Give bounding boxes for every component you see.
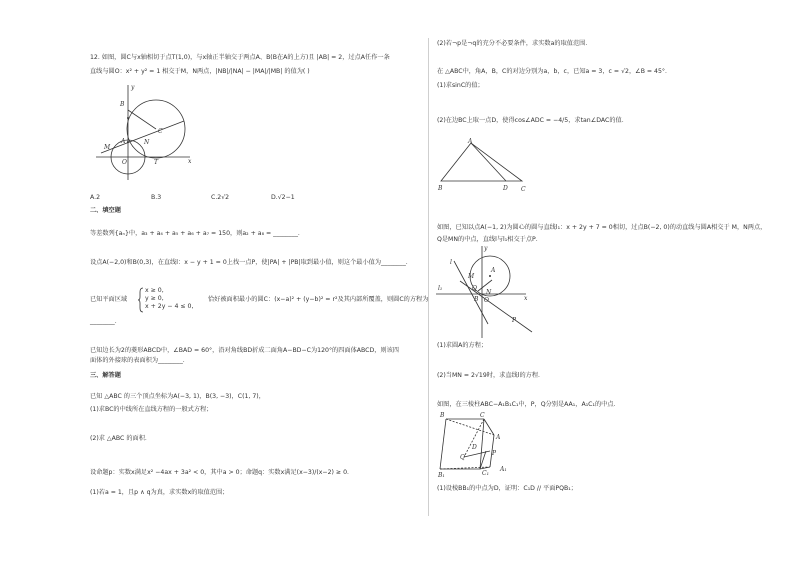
- q12-option-d: D.√2−1: [271, 194, 295, 201]
- q20-figure: [436, 246, 532, 338]
- q17-part2: (2)求 △ABC 的面积．: [90, 435, 152, 442]
- q15-system-line3: x + 2y − 4 ≤ 0,: [145, 303, 194, 310]
- fig12-label-M: M: [104, 144, 111, 151]
- fig12-label-A: A: [121, 138, 126, 145]
- q18-text: 设命题p：实数x满足x² −4ax + 3a² < 0，其中a > 0；命题q：实数x满足(x−3)/(x−2) ≥ 0．: [90, 469, 354, 476]
- section-fill-in-heading: 二、填空题: [90, 207, 121, 214]
- fig21-label-C: C: [480, 412, 485, 419]
- q20-part2: (2)当MN = 2√19时，求直线l的方程．: [437, 372, 545, 379]
- fig20-label-M: M: [468, 273, 475, 280]
- fig12-label-y: y: [131, 84, 135, 91]
- fig20-label-A: A: [491, 267, 496, 274]
- fig19-label-B: B: [438, 185, 443, 192]
- q15-prefix: 已知平面区域: [90, 296, 128, 303]
- q19-part1: (1)求sinC的值；: [437, 82, 484, 89]
- q19-part2: (2)在边BC上取一点D，使得cos∠ADC = −4/5，求tan∠DAC的值．: [437, 117, 628, 124]
- q17-part1: (1)求BC的中线所在直线方程的一般式方程；: [90, 406, 213, 413]
- fig21-label-D: D: [472, 444, 477, 451]
- q14-text: 设点A(−2,0)和B(0,3)，在直线l：x − y + 1 = 0上找一点P，使|PA| + |PB|取到最小值，则这个最小值为________．: [90, 259, 412, 266]
- fig20-label-l: l: [450, 259, 452, 266]
- fig12-label-C: C: [158, 128, 163, 135]
- fig21-label-B1: B₁: [438, 472, 445, 479]
- fig21-label-Q: Q: [460, 454, 465, 461]
- q21-part1: (1)设棱BB₁的中点为D，证明：C₁D // 平面PQB₁；: [437, 485, 577, 492]
- fig21-label-A1: A₁: [500, 466, 507, 473]
- fig21-label-B: B: [440, 412, 445, 419]
- fig20-label-x: x: [524, 295, 528, 302]
- fig19-label-C: C: [521, 186, 526, 193]
- q16-text-line1: 已知边长为2的菱形ABCD中，∠BAD = 60°，沿对角线BD折成二面角A−BD−C为120°的四面体ABCD，则该四: [90, 347, 399, 354]
- q12-text-line1: 12. 如图，圆C与x轴相切于点T(1,0)，与x轴正半轴交于两点A、B(B在A的上方)且 |AB| = 2，过点A任作一条: [90, 54, 390, 61]
- fig20-label-P: P: [512, 317, 517, 324]
- column-divider: [428, 38, 429, 516]
- fig12-label-T: T: [154, 159, 159, 166]
- fig20-label-y: y: [484, 245, 488, 252]
- fig12-label-O: O: [122, 159, 127, 166]
- fig12-label-N: N: [144, 139, 150, 146]
- fig20-label-N: N: [486, 289, 492, 296]
- q16-text-line2: 面体的外接球的表面积为________．: [90, 357, 189, 364]
- q21-figure: [438, 411, 510, 477]
- fig12-label-B: B: [120, 101, 125, 108]
- fig12-label-x: x: [188, 158, 192, 165]
- q19-figure: [436, 135, 536, 195]
- fig20-label-l1: l₁: [438, 285, 443, 292]
- q17-text: 已知 △ABC 的三个顶点坐标为A(−3, 1)，B(3, −3)，C(1, 7)，: [90, 393, 265, 400]
- fig19-label-D: D: [503, 185, 508, 192]
- q18-part2: (2)若¬p是¬q的充分不必要条件，求实数a的取值范围．: [437, 40, 592, 47]
- fig19-label-A: A: [468, 138, 473, 145]
- q15-brace: [138, 287, 144, 313]
- fig21-label-C1: C₁: [482, 470, 489, 477]
- fig20-label-B: B: [474, 296, 479, 303]
- q15-blank: ________．: [90, 318, 121, 325]
- fig20-label-Q: Q: [472, 285, 477, 292]
- q20-text-line2: Q是MN的中点，直线l与l₁相交于点P．: [437, 236, 542, 243]
- q19-text: 在 △ABC中，角A，B，C的对边分别为a，b，c，已知a = 3，c = √2，∠B = 45°．: [437, 68, 672, 75]
- q13-text: 等差数列{aₙ}中，a₃ + a₄ + a₅ + a₆ + a₇ = 150，则a₂ + a₈ = ________．: [90, 230, 305, 237]
- fig21-label-P: P: [492, 450, 497, 457]
- q15-suffix: 恰好被面积最小的圆C：(x−a)² + (y−b)² = r²及其内部所覆盖，则圆C的方程为: [208, 296, 429, 303]
- q21-text: 如图，在三棱柱ABC−A₁B₁C₁中，P，Q分别是AA₁，A₁C₁的中点．: [437, 401, 620, 408]
- q15-system-line1: x ≥ 0,: [145, 287, 164, 294]
- q18-part1: (1)若a = 1，且p ∧ q为真，求实数x的取值范围；: [90, 489, 229, 496]
- q20-part1: (1)求圆A的方程；: [437, 342, 488, 349]
- fig20-label-O: O: [484, 297, 489, 304]
- q15-system-line2: y ≥ 0,: [145, 295, 164, 302]
- q12-option-b: B.3: [151, 194, 162, 201]
- q12-text-line2: 直线与圆O：x² + y² = 1 相交于M，N两点，|NB|/|NA| − |MA|/|MB| 的值为( ): [90, 68, 310, 75]
- q20-text-line1: 如图，已知以点A(−1, 2)为圆心的圆与直线l₁：x + 2y + 7 = 0相切，过点B(−2, 0)的动直线与圆A相交于 M，N两点，: [437, 224, 767, 231]
- fig21-label-A: A: [496, 434, 501, 441]
- q12-figure: [96, 85, 196, 185]
- q12-option-c: C.2√2: [211, 194, 230, 201]
- section-answer-heading: 三、解答题: [90, 372, 121, 379]
- q12-option-a: A.2: [90, 194, 101, 201]
